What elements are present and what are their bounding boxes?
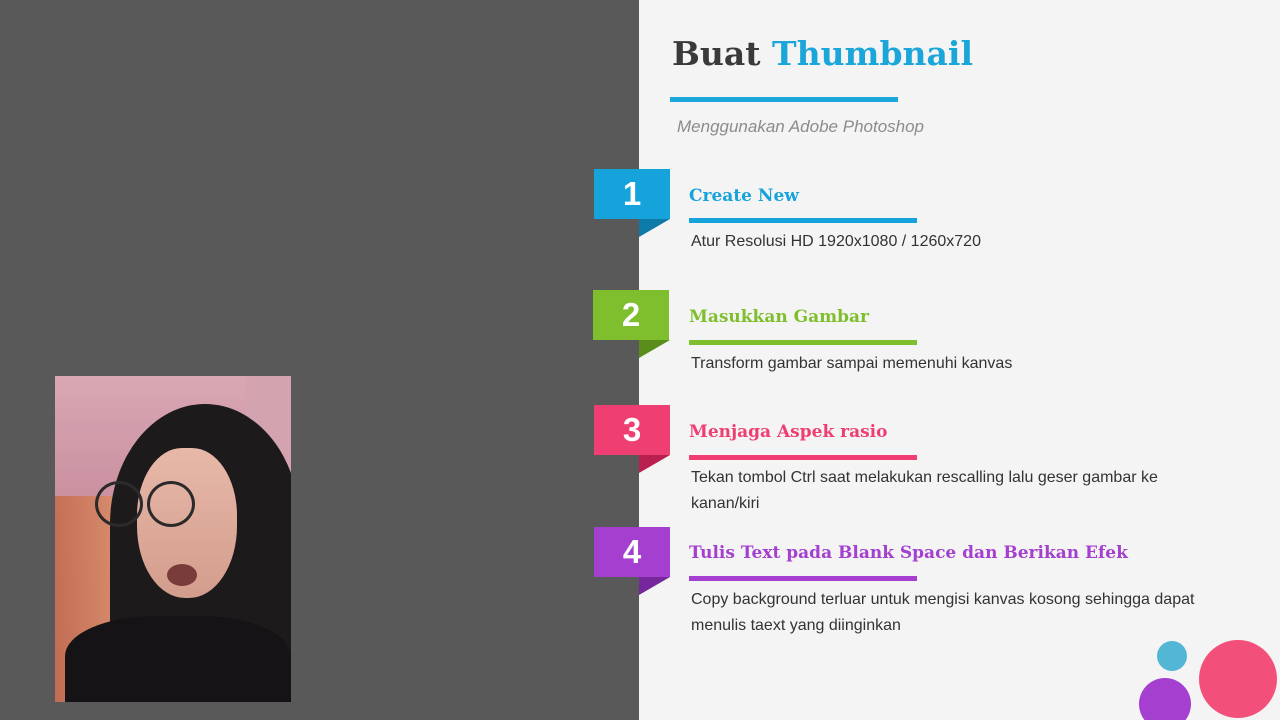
step-2-description: Transform gambar sampai memenuhi kanvas — [691, 355, 1013, 372]
step-1-description: Atur Resolusi HD 1920x1080 / 1260x720 — [691, 233, 981, 250]
webcam-person-body — [65, 616, 291, 702]
step-1-number: 1 — [622, 175, 642, 212]
step-3-title: Menjaga Aspek rasio — [689, 422, 888, 442]
webcam-person-mouth — [167, 564, 197, 586]
step-2-badge — [593, 290, 669, 340]
step-2-number: 2 — [621, 296, 641, 333]
step-4-badge-fold — [639, 577, 670, 595]
step-2-badge-fold — [639, 340, 670, 358]
slide-subtitle: Menggunakan Adobe Photoshop — [677, 117, 925, 136]
step-1-badge — [594, 169, 670, 219]
decor-circle-pink — [1199, 640, 1277, 718]
glasses-icon — [147, 481, 195, 527]
step-4-number: 4 — [622, 533, 642, 570]
slide-title-part2: Thumbnail — [772, 34, 973, 73]
step-3-underline — [689, 455, 917, 460]
decor-circle-purple — [1139, 678, 1191, 720]
step-4-description: Copy background terluar untuk mengisi kanvas kosong sehingga dapat menulis taext yang diinginkan — [691, 591, 1195, 634]
step-1-underline — [689, 218, 917, 223]
step-3-badge-fold — [639, 455, 670, 473]
step-2-underline — [689, 340, 917, 345]
step-3-badge — [594, 405, 670, 455]
step-2-title: Masukkan Gambar — [689, 307, 869, 327]
step-4-underline — [689, 576, 917, 581]
step-3-number: 3 — [622, 411, 642, 448]
webcam-feed — [55, 376, 291, 702]
step-3-description: Tekan tombol Ctrl saat melakukan rescalling lalu geser gambar ke kanan/kiri — [691, 469, 1158, 512]
step-1-title: Create New — [689, 186, 799, 206]
slide-title-part1: Buat — [672, 34, 761, 73]
step-4-title: Tulis Text pada Blank Space dan Berikan Efek — [689, 543, 1128, 563]
step-1-badge-fold — [639, 219, 670, 237]
step-4-badge — [594, 527, 670, 577]
slide-title — [672, 34, 973, 73]
title-underline — [670, 97, 898, 102]
decor-circle-blue — [1157, 641, 1187, 671]
glasses-icon — [95, 481, 143, 527]
